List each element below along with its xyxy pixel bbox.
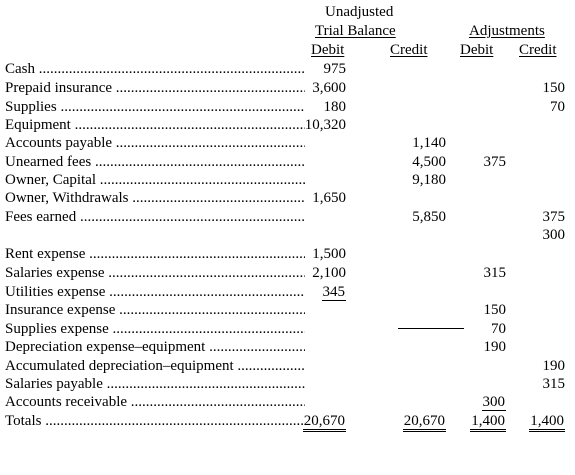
account-label: Equipment ..... [5,116,305,134]
amount-c4 [515,357,565,375]
account-label: Accumulated depreciation–equipment ..... [5,357,305,375]
amount-value: 10,320 [304,117,346,133]
header-debit-2: Debit [460,42,494,58]
amount-value: 345 [322,284,345,300]
amount-value: 300 [542,227,565,243]
account-label: Totals ..... [5,412,305,430]
amount-c1 [300,412,346,432]
amount-c1 [300,60,346,78]
amount-c2 [395,153,446,171]
amount-c3 [458,301,506,319]
table-row [0,208,575,226]
table-row [0,357,575,375]
amount-value: 190 [542,358,565,374]
amount-value: 150 [483,302,506,318]
amount-value: 1,400 [529,414,565,432]
account-label: Supplies expense ..... [5,320,305,338]
header-adjustments: Adjustments [469,23,545,39]
amount-c1 [300,79,346,97]
amount-value: 300 [482,394,505,410]
amount-value: 20,670 [403,414,446,432]
amount-c3 [458,264,506,282]
amount-value: 4,500 [412,154,446,170]
amount-value: 9,180 [412,172,446,188]
account-label: Accounts payable ..... [5,134,305,152]
amount-c3 [458,393,506,411]
amount-c3 [458,153,506,171]
table-row [0,320,575,338]
header-credit-1: Credit [390,42,428,58]
account-label: Owner, Withdrawals ..... [5,189,305,207]
amount-value: 70 [550,99,565,115]
table-row [0,79,575,97]
table-row [0,412,575,430]
table-row [0,189,575,207]
amount-c3 [458,412,506,432]
account-label: Salaries payable ..... [5,375,305,393]
amount-value: 1,500 [312,246,346,262]
table-row [0,226,575,244]
amount-value: 375 [542,209,565,225]
amount-value: 2,100 [312,265,346,281]
amount-value: 975 [323,61,346,77]
amount-c1 [300,245,346,263]
amount-c1 [300,116,346,134]
amount-value: 70 [491,321,506,337]
table-row [0,393,575,411]
amount-c3 [458,338,506,356]
header-debit-1: Debit [311,42,345,58]
amount-value: 3,600 [312,80,346,96]
amount-value: 1,140 [412,135,446,151]
amount-c4 [515,375,565,393]
table-row [0,116,575,134]
header-credit-2: Credit [519,42,557,58]
table-row [0,153,575,171]
header-trial-balance: Trial Balance [315,23,396,39]
account-label: Utilities expense ..... [5,283,305,301]
account-label: Owner, Capital ..... [5,171,305,189]
amount-c2 [395,412,446,432]
amount-c3 [458,320,506,338]
amount-value: 1,400 [470,414,506,432]
account-label: Insurance expense ..... [5,301,305,319]
amount-c1 [300,189,346,207]
amount-c2 [395,134,446,152]
amount-value: 180 [323,99,346,115]
amount-c4 [515,208,565,226]
amount-value: 5,850 [412,209,446,225]
amount-value: 20,670 [303,414,346,432]
amount-value: 375 [483,154,506,170]
account-label: Prepaid insurance ..... [5,79,305,97]
amount-value: 315 [483,265,506,281]
table-row [0,171,575,189]
table-row [0,60,575,78]
table-row [0,264,575,282]
table-row [0,134,575,152]
amount-c4 [515,226,565,244]
account-label: Rent expense ..... [5,245,305,263]
amount-c1 [300,98,346,116]
amount-c4 [515,412,565,432]
amount-c4 [515,98,565,116]
account-label: Cash ..... [5,60,305,78]
amount-c1 [300,264,346,282]
account-label: Depreciation expense–equipment ..... [5,338,305,356]
amount-c4 [515,79,565,97]
account-label: Unearned fees ..... [5,153,305,171]
table-row [0,98,575,116]
header-unadjusted: Unadjusted [325,4,394,20]
account-label: Accounts receivable ..... [5,393,305,411]
amount-value: 315 [542,376,565,392]
amount-c2 [395,171,446,189]
amount-value: 1,650 [312,190,346,206]
table-row [0,338,575,356]
account-label: Fees earned ..... [5,208,305,226]
account-label: Supplies ..... [5,98,305,116]
table-row [0,375,575,393]
amount-value: 150 [542,80,565,96]
amount-value: 190 [483,339,506,355]
table-row [0,283,575,301]
table-row [0,245,575,263]
account-label: Salaries expense ..... [5,264,305,282]
table-row [0,301,575,319]
amount-c2 [395,208,446,226]
amount-c1 [300,283,346,301]
